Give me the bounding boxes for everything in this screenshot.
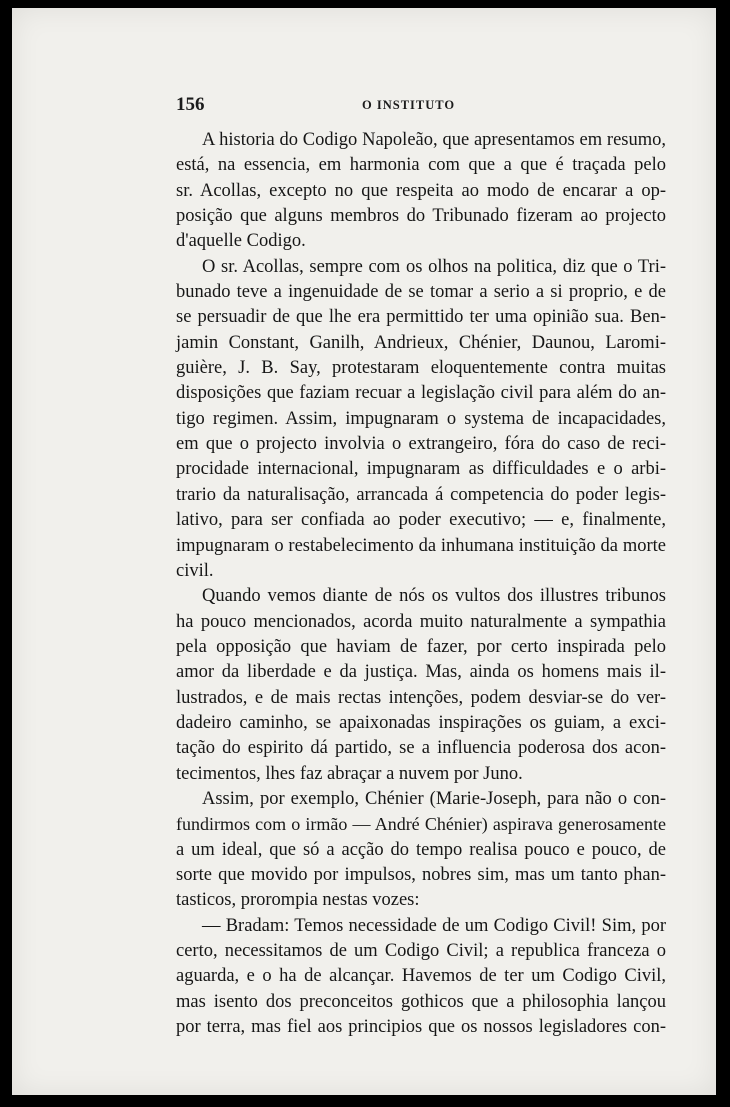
text-line: tecimentos, lhes faz abraçar a nuvem por Juno. <box>176 763 523 784</box>
text-line: Quando vemos diante de nós os vultos dos illustres tribunos <box>202 586 666 607</box>
body-text <box>176 128 666 1040</box>
text-line: ha pouco mencionados, acorda muito naturalmente a sympathia <box>176 611 666 632</box>
running-title: O INSTITUTO <box>362 98 456 112</box>
text-line: em que o projecto involvia o extrangeiro, fóra do caso de reci- <box>176 434 666 455</box>
text-line: tigo regimen. Assim, impugnaram o systema de incapacidades, <box>176 408 666 429</box>
text-line: amor da liberdade e da justiça. Mas, ainda os homens mais il- <box>176 662 666 683</box>
text-line: fundirmos com o irmão — André Chénier) aspirava generosamente <box>176 814 666 835</box>
text-line: impugnaram o restabelecimento da inhumana instituição da morte <box>176 535 666 556</box>
text-line: O sr. Acollas, sempre com os olhos na politica, diz que o Tri- <box>202 256 666 277</box>
text-line: posição que alguns membros do Tribunado fizeram ao projecto <box>176 206 666 227</box>
text-line: aguarda, e o ha de alcançar. Havemos de ter um Codigo Civil, <box>176 966 666 987</box>
text-line: sr. Acollas, excepto no que respeita ao modo de encarar a op- <box>176 180 666 201</box>
text-line: dadeiro caminho, se apaixonadas inspirações os guiam, a exci- <box>176 712 666 733</box>
text-line: está, na essencia, em harmonia com que a que é traçada pelo <box>176 155 666 176</box>
text-line: sorte que movido por impulsos, nobres sim, mas um tanto phan- <box>176 864 666 885</box>
text-line: certo, necessitamos de um Codigo Civil; a republica franceza o <box>176 941 666 961</box>
text-line: jamin Constant, Ganilh, Andrieux, Chénier, Daunou, Laromi- <box>176 332 666 353</box>
text-line: bunado teve a ingenuidade de se tomar a serio a si proprio, e de <box>176 282 666 303</box>
book-page <box>12 8 716 1095</box>
text-line: mas isento dos preconceitos gothicos que a philosophia lançou <box>176 991 666 1012</box>
text-line: — Bradam: Temos necessidade de um Codigo Civil! Sim, por <box>202 915 666 936</box>
page-header <box>176 94 666 118</box>
text-line: civil. <box>176 560 214 581</box>
text-line: tação do espirito dá partido, se a influencia poderosa dos acon- <box>176 738 666 759</box>
text-line: pela opposição que haviam de fazer, por certo inspirada pelo <box>176 636 666 657</box>
text-line: disposições que faziam recuar a legislação civil para além do an- <box>176 383 666 404</box>
text-line: por terra, mas fiel aos principios que os nossos legisladores con- <box>176 1017 666 1038</box>
text-line: guière, J. B. Say, protestaram eloquentemente contra muitas <box>176 358 666 379</box>
text-line: procidade internacional, impugnaram as difficuldades e o arbi- <box>176 459 666 480</box>
text-line: lativo, para ser confiada ao poder executivo; — e, finalmente, <box>176 510 666 531</box>
text-line: Assim, por exemplo, Chénier (Marie-Joseph, para não o con- <box>202 788 666 809</box>
text-line: tasticos, prorompia nestas vozes: <box>176 890 420 911</box>
text-line: lustrados, e de mais rectas intenções, podem desviar-se do ver- <box>176 687 666 708</box>
text-line: trario da naturalisação, arrancada á competencia do poder legis- <box>176 484 666 505</box>
text-line: se persuadir de que lhe era permittido ter uma opinião sua. Ben- <box>176 307 666 328</box>
text-line: A historia do Codigo Napoleão, que apresentamos em resumo, <box>202 130 666 150</box>
text-line: d'aquelle Codigo. <box>176 231 306 252</box>
page-number: 156 <box>176 94 205 115</box>
text-line: a um ideal, que só a acção do tempo realisa pouco e pouco, de <box>176 839 666 860</box>
